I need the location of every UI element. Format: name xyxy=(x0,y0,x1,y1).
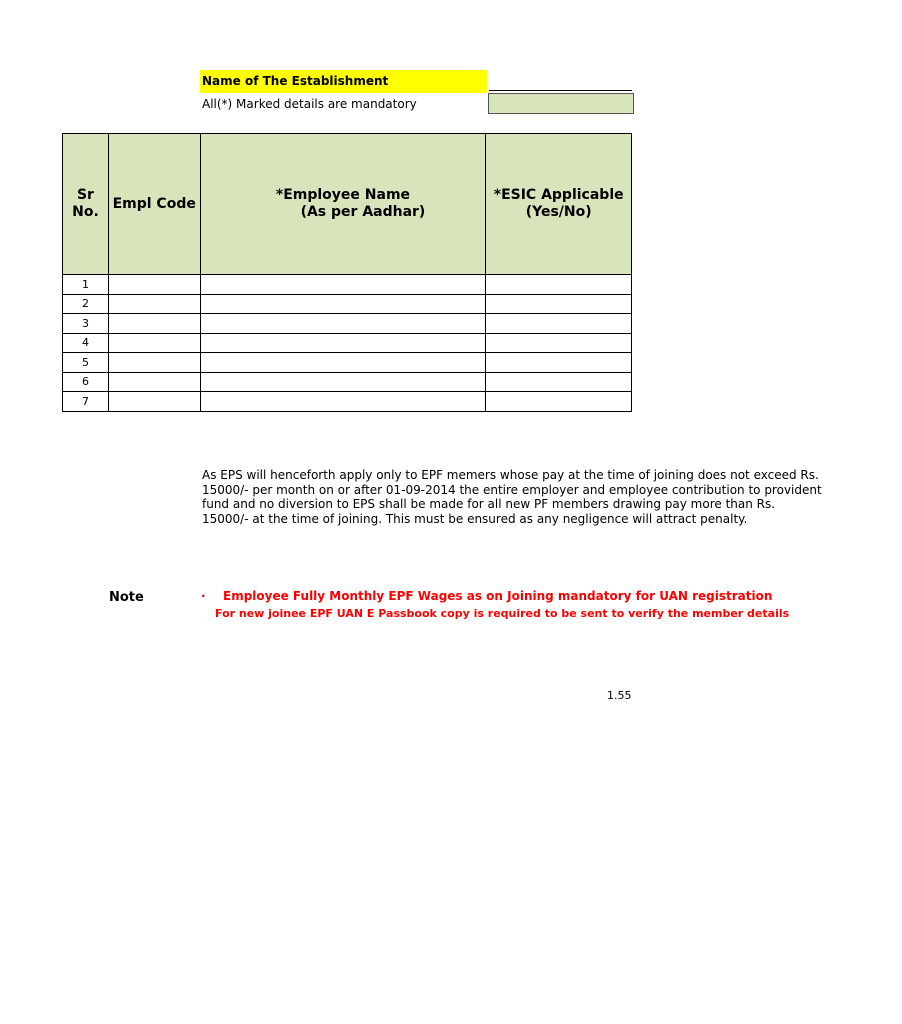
eps-info-paragraph xyxy=(202,468,902,526)
table-row xyxy=(63,372,632,392)
cell-sr-no: 1 xyxy=(63,275,109,295)
establishment-input-cell[interactable] xyxy=(488,93,634,114)
info-line: As EPS will henceforth apply only to EPF memers whose pay at the time of joining does not exceed Rs. xyxy=(202,468,819,482)
cell-empl-code[interactable] xyxy=(108,294,200,314)
cell-esic-applicable[interactable] xyxy=(486,372,632,392)
note-line-1 xyxy=(201,589,772,603)
header-esic-line2: (Yes/No) xyxy=(525,204,592,220)
cell-empl-code[interactable] xyxy=(108,392,200,412)
cell-employee-name[interactable] xyxy=(200,372,486,392)
cell-empl-code[interactable] xyxy=(108,372,200,392)
bullet-icon: · xyxy=(201,589,206,603)
cell-esic-applicable[interactable] xyxy=(486,294,632,314)
header-employee-name-line2: (As per Aadhar) xyxy=(300,204,426,220)
header-empl-code-text: Empl Code xyxy=(112,195,196,212)
header-sr-no xyxy=(63,134,109,275)
cell-esic-applicable[interactable] xyxy=(486,275,632,295)
cell-sr-no: 3 xyxy=(63,314,109,334)
cell-sr-no: 4 xyxy=(63,333,109,353)
cell-empl-code[interactable] xyxy=(108,314,200,334)
establishment-name-label: Name of The Establishment xyxy=(200,70,487,93)
mandatory-note: All(*) Marked details are mandatory xyxy=(202,97,417,111)
table-row xyxy=(63,333,632,353)
note-line-1-text: Employee Fully Monthly EPF Wages as on Joining mandatory for UAN registration xyxy=(223,589,773,603)
cell-sr-no: 5 xyxy=(63,353,109,373)
info-line: 15000/- at the time of joining. This must be ensured as any negligence will attract penalty. xyxy=(202,511,748,526)
header-esic-line1: *ESIC Applicable xyxy=(493,187,624,203)
header-sr-line2: No. xyxy=(72,204,99,220)
cell-empl-code[interactable] xyxy=(108,333,200,353)
table-row xyxy=(63,275,632,295)
cell-esic-applicable[interactable] xyxy=(486,353,632,373)
header-sr-line1: Sr xyxy=(76,187,94,203)
employee-table xyxy=(62,133,632,412)
establishment-name-field[interactable] xyxy=(489,90,632,91)
cell-employee-name[interactable] xyxy=(200,275,486,295)
cell-employee-name[interactable] xyxy=(200,294,486,314)
cell-empl-code[interactable] xyxy=(108,353,200,373)
version-number: 1.55 xyxy=(607,689,632,702)
cell-employee-name[interactable] xyxy=(200,314,486,334)
table-row xyxy=(63,314,632,334)
info-line: fund and no diversion to EPS shall be made for all new PF members drawing pay more than Rs. xyxy=(202,497,776,511)
cell-esic-applicable[interactable] xyxy=(486,314,632,334)
table-row xyxy=(63,353,632,373)
cell-employee-name[interactable] xyxy=(200,353,486,373)
header-esic-applicable xyxy=(486,134,632,275)
cell-esic-applicable[interactable] xyxy=(486,392,632,412)
cell-sr-no: 7 xyxy=(63,392,109,412)
cell-sr-no: 6 xyxy=(63,372,109,392)
cell-sr-no: 2 xyxy=(63,294,109,314)
note-label: Note xyxy=(109,590,144,605)
header-empl-code xyxy=(108,134,200,275)
header-employee-name-line1: *Employee Name xyxy=(275,187,411,203)
cell-employee-name[interactable] xyxy=(200,392,486,412)
cell-employee-name[interactable] xyxy=(200,333,486,353)
table-row xyxy=(63,294,632,314)
cell-empl-code[interactable] xyxy=(108,275,200,295)
note-line-2: For new joinee EPF UAN E Passbook copy is required to be sent to verify the member details xyxy=(215,607,790,620)
cell-esic-applicable[interactable] xyxy=(486,333,632,353)
table-row xyxy=(63,392,632,412)
info-line: 15000/- per month on or after 01-09-2014 the entire employer and employee contribution to provident xyxy=(202,482,822,497)
header-employee-name xyxy=(200,134,486,275)
table-header-row xyxy=(63,134,632,275)
